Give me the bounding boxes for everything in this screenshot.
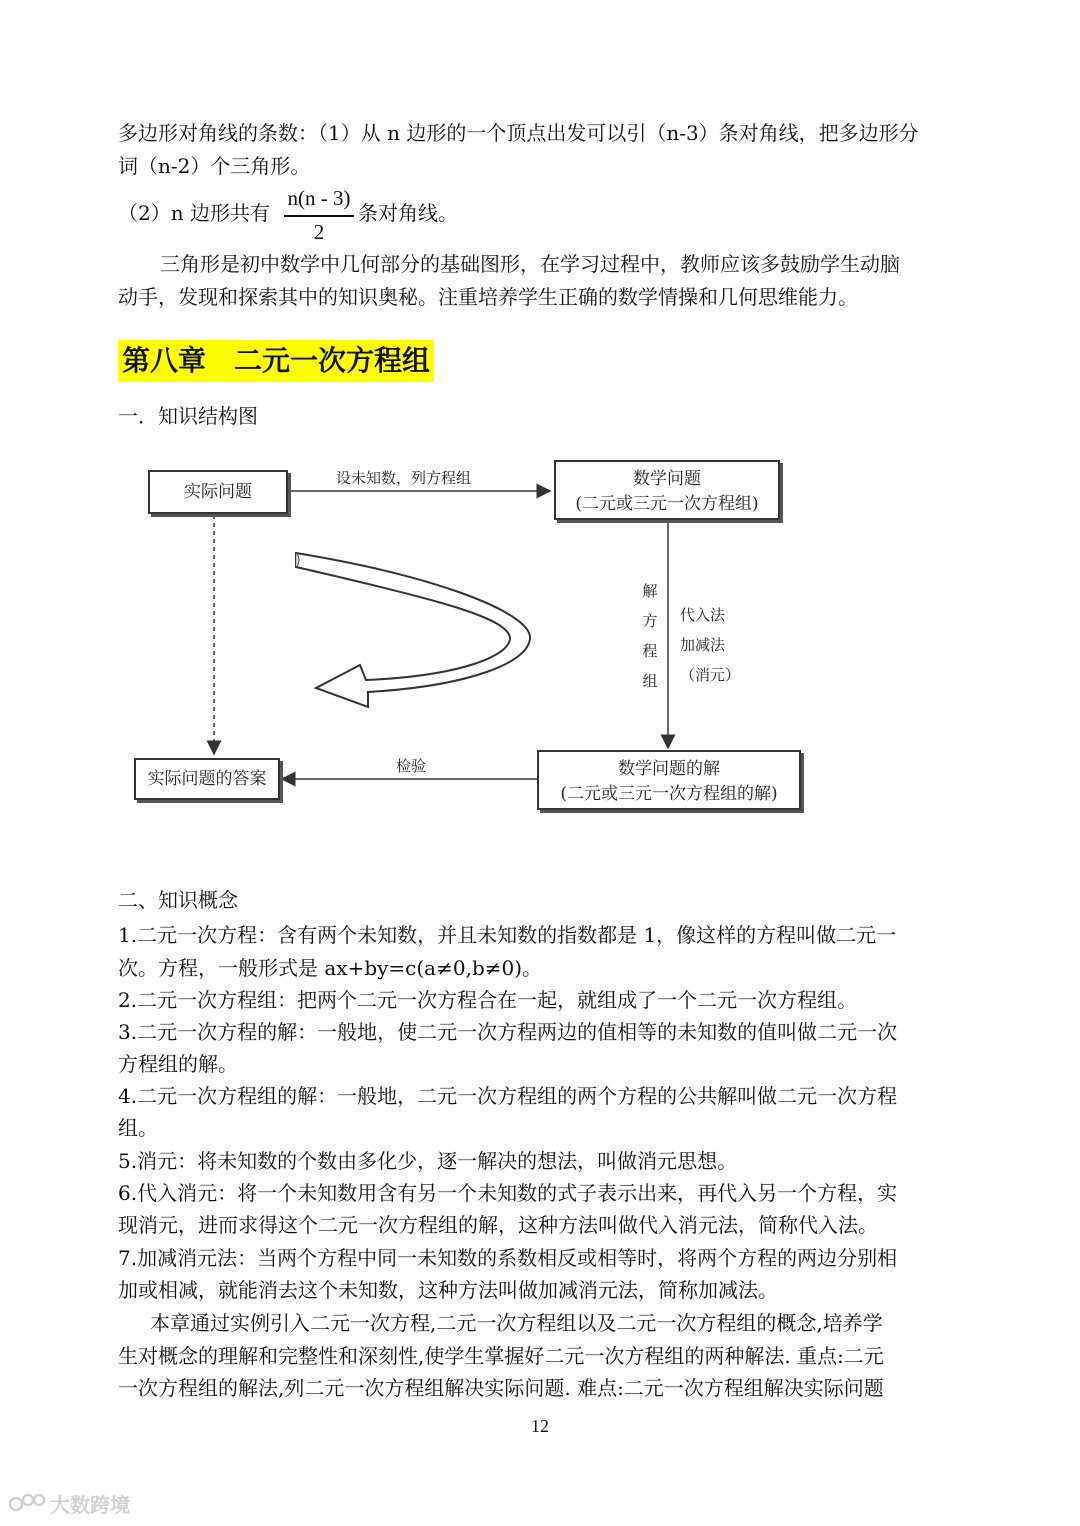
concept-line-6: 4.二元一次方程组的解：一般地，二元一次方程组的两个方程的公共解叫做二元一次方程 <box>118 1084 898 1108</box>
intro-line-3-prefix: （2）n 边形共有 <box>118 201 270 225</box>
concept-line-3: 2.二元一次方程组：把两个二元一次方程合在一起，就组成了一个二元一次方程组。 <box>118 988 858 1012</box>
concept-line-7: 组。 <box>118 1116 158 1140</box>
method-substitution: 代入法 <box>680 606 726 624</box>
label-solve-char-1: 解 <box>642 582 658 600</box>
page-number: 12 <box>531 1416 549 1436</box>
intro-line-1: 多边形对角线的条数：（1）从 n 边形的一个顶点出发可以引（n-3）条对角线，把多边形分 <box>118 121 919 145</box>
label-formulate: 设未知数，列方程组 <box>336 469 472 487</box>
label-solve-char-2: 方 <box>642 612 658 630</box>
chapter-title: 第八章 二元一次方程组 <box>118 340 434 382</box>
label-solve-char-3: 程 <box>642 642 658 660</box>
box-math-solution <box>537 750 801 810</box>
concept-line-12: 加或相减，就能消去这个未知数，这种方法叫做加减消元法，简称加减法。 <box>118 1278 778 1302</box>
label-solve-char-4: 组 <box>642 672 658 690</box>
box-math-problem <box>554 460 780 520</box>
box-answer <box>134 758 280 800</box>
intro-paragraph-line-1: 三角形是初中数学中几何部分的基础图形，在学习过程中，教师应该多鼓励学生动脑 <box>160 252 900 276</box>
label-methods <box>680 600 740 690</box>
summary-line-1: 本章通过实例引入二元一次方程,二元一次方程组以及二元一次方程组的概念,培养学 <box>150 1311 883 1335</box>
watermark-logo-icon <box>8 1490 52 1516</box>
concept-line-5: 方程组的解。 <box>118 1052 238 1076</box>
intro-paragraph-line-2: 动手，发现和探索其中的知识奥秘。注重培养学生正确的数学情操和几何思维能力。 <box>118 285 858 309</box>
fraction-numerator: n(n - 3) <box>287 186 351 210</box>
concept-line-9: 6.代入消元：将一个未知数用含有另一个未知数的式子表示出来，再代入另一个方程，实 <box>118 1181 898 1205</box>
watermark-text: 大数跨境 <box>50 1493 130 1517</box>
summary-line-3: 一次方程组的解法,列二元一次方程组解决实际问题. 难点:二元一次方程组解决实际问题 <box>118 1376 884 1400</box>
box-actual-problem <box>148 470 288 514</box>
method-elimination: 加减法 <box>680 636 726 654</box>
concept-line-11: 7.加减消元法：当两个方程中同一未知数的系数相反或相等时，将两个方程的两边分别相 <box>118 1246 898 1270</box>
concept-line-2: 次。方程，一般形式是 ax+by=c(a≠0,b≠0)。 <box>118 956 543 980</box>
concept-line-4: 3.二元一次方程的解：一般地，使二元一次方程两边的值相等的未知数的值叫做二元一次 <box>118 1020 898 1044</box>
box-math-problem-title: 数学问题 <box>633 469 701 489</box>
concept-line-10: 现消元，进而求得这个二元一次方程组的解，这种方法叫做代入消元法，简称代入法。 <box>118 1213 878 1237</box>
concept-line-8: 5.消元：将未知数的个数由多化少，逐一解决的想法，叫做消元思想。 <box>118 1149 738 1173</box>
label-solve-equations <box>640 576 660 696</box>
intro-line-2: 词（n-2）个三角形。 <box>118 154 311 178</box>
section-title-concepts: 二、知识概念 <box>118 888 238 912</box>
intro-line-3-suffix: 条对角线。 <box>358 201 458 225</box>
concept-line-1: 1.二元一次方程：含有两个未知数，并且未知数的指数都是 1，像这样的方程叫做二元一 <box>118 923 897 947</box>
box-math-problem-subtitle: (二元或三元一次方程组) <box>575 494 759 514</box>
box-math-solution-title: 数学问题的解 <box>618 759 720 779</box>
summary-line-2: 生对概念的理解和完整性和深刻性,使学生掌握好二元一次方程组的两种解法. 重点:二元 <box>118 1344 884 1368</box>
cycle-curved-arrow <box>296 553 530 707</box>
box-math-solution-subtitle: (二元或三元一次方程组的解) <box>560 784 778 804</box>
section-title-structure: 一．知识结构图 <box>118 404 258 428</box>
label-verify: 检验 <box>396 757 427 775</box>
fraction-denominator: 2 <box>313 220 325 244</box>
box-answer-label: 实际问题的答案 <box>147 769 267 789</box>
box-actual-problem-label: 实际问题 <box>184 482 252 502</box>
method-note: （消元） <box>680 666 741 684</box>
